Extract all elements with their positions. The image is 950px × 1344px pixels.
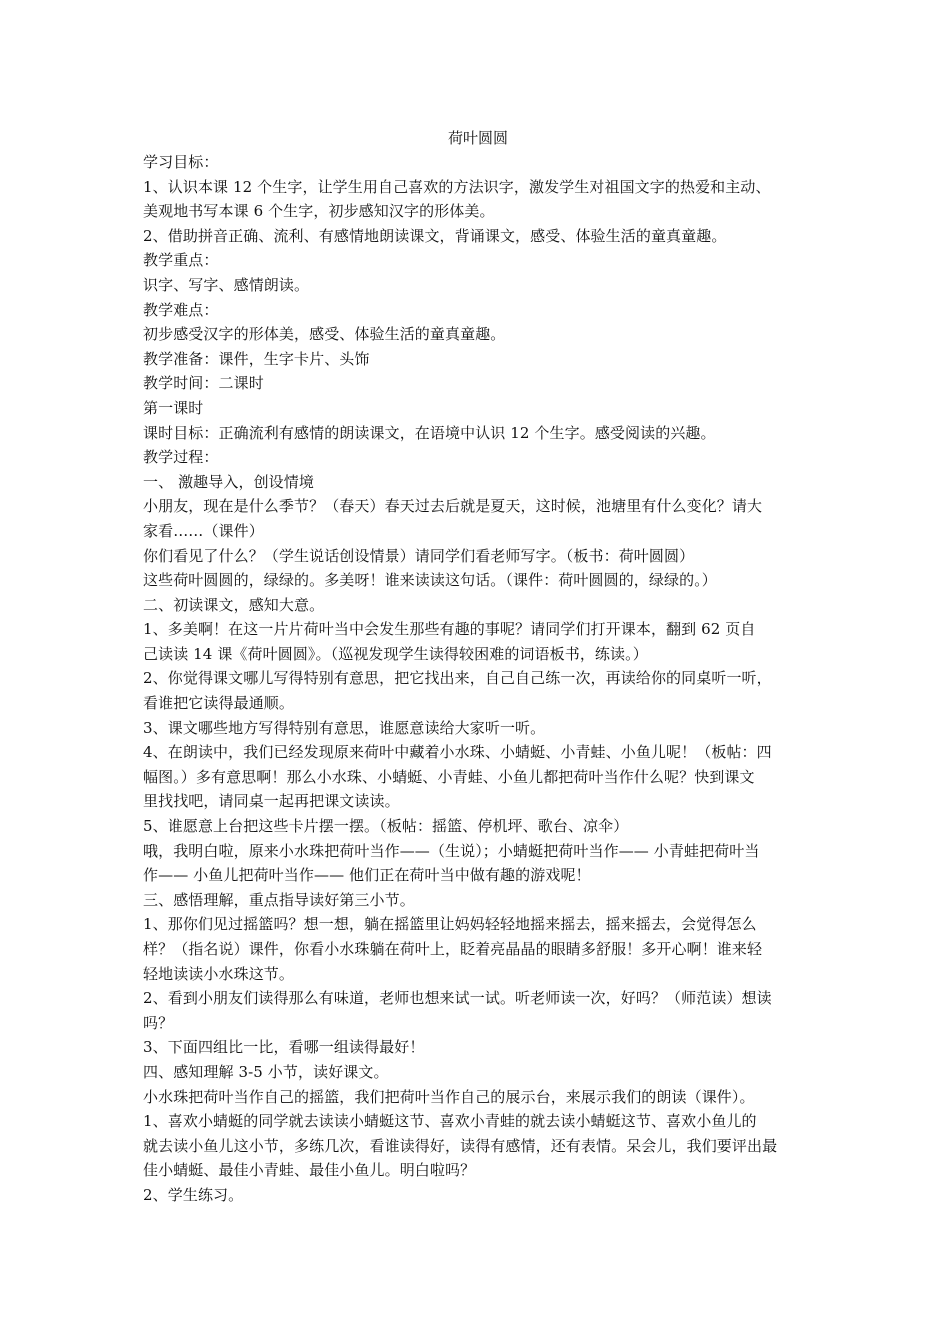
text-line: 教学准备：课件，生字卡片、头饰 [143,349,370,368]
text-line: 2、看到小朋友们读得那么有味道，老师也想来试一试。听老师读一次，好吗？（师范读）想读 [143,989,772,1008]
text-line: 轻地读读小水珠这节。 [143,964,295,983]
text-line: 1、认识本课 12 个生字，让学生用自己喜欢的方法识字，激发学生对祖国文字的热爱和主动、 [143,177,771,196]
text-line: 小水珠把荷叶当作自己的摇篮，我们把荷叶当作自己的展示台，来展示我们的朗读（课件）。 [143,1087,755,1106]
text-line: 家看……（课件） [143,521,264,540]
text-line: 三、感悟理解，重点指导读好第三小节。 [143,890,415,909]
text-line: 教学难点： [143,300,219,319]
text-line: 一、 激趣导入，创设情境 [143,472,314,491]
document-body [143,150,813,1208]
text-line: 识字、写字、感情朗读。 [143,275,310,294]
text-line: 看谁把它读得最通顺。 [143,694,295,713]
text-line: 5、谁愿意上台把这些卡片摆一摆。（板帖：摇篮、停机坪、歌台、凉伞） [143,817,629,836]
text-line: 样？（指名说）课件，你看小水珠躺在荷叶上，眨着亮晶晶的眼睛多舒服！多开心啊！谁来轻 [143,940,763,958]
text-line: 2、借助拼音正确、流利、有感情地朗读课文，背诵课文，感受、体验生活的童真童趣。 [143,226,727,245]
text-line: 3、课文哪些地方写得特别有意思，谁愿意读给大家听一听。 [143,718,546,737]
text-line: 二、初读课文，感知大意。 [143,595,325,614]
text-line: 吗？ [143,1013,174,1032]
text-line: 美观地书写本课 6 个生字，初步感知汉字的形体美。 [143,202,495,221]
document-title: 荷叶圆圆 [447,129,508,147]
text-line: 这些荷叶圆圆的，绿绿的。多美呀！谁来读读这句话。（课件：荷叶圆圆的，绿绿的。） [143,571,717,590]
text-line: 1、多美啊！在这一片片荷叶当中会发生那些有趣的事呢？请同学们打开课本，翻到 62 页自 [143,620,756,639]
text-line: 己读读 14 课《荷叶圆圆》。（巡视发现学生读得较困难的词语板书，练读。） [143,644,648,663]
text-line: 3、下面四组比一比，看哪一组读得最好！ [143,1038,425,1057]
text-line: 幅图。）多有意思啊！那么小水珠、小蜻蜓、小青蛙、小鱼儿都把荷叶当作什么呢？快到课文 [143,767,755,786]
text-line: 四、感知理解 3-5 小节，读好课文。 [143,1062,389,1081]
text-line: 就去读小鱼儿这小节，多练几次，看谁读得好，读得有感情，还有表情。呆会儿，我们要评出最 [143,1136,778,1155]
text-line: 哦，我明白啦，原来小水珠把荷叶当作——（生说）；小蜻蜓把荷叶当作—— 小青蛙把荷叶当 [143,841,760,860]
text-line: 佳小蜻蜓、最佳小青蛙、最佳小鱼儿。明白啦吗？ [143,1161,476,1180]
text-line: 1、那你们见过摇篮吗？想一想，躺在摇篮里让妈妈轻轻地摇来摇去，摇来摇去，会觉得怎么 [143,915,757,934]
text-line: 4、在朗读中，我们已经发现原来荷叶中藏着小水珠、小蜻蜓、小青蛙、小鱼儿呢！（板帖：四 [143,743,772,762]
text-line: 作—— 小鱼儿把荷叶当作—— 他们正在荷叶当中做有趣的游戏呢！ [143,866,591,885]
text-line: 学习目标： [143,153,219,171]
text-line: 教学时间：二课时 [143,374,264,393]
text-line: 2、学生练习。 [143,1185,244,1204]
text-line: 第一课时 [143,398,204,417]
text-line: 里找找吧，请同桌一起再把课文读读。 [143,792,400,811]
text-line: 1、喜欢小蜻蜓的同学就去读读小蜻蜓这节、喜欢小青蛙的就去读小蜻蜓这节、喜欢小鱼儿的 [143,1112,757,1131]
text-line: 2、你觉得课文哪儿写得特别有意思，把它找出来，自己自己练一次，再读给你的同桌听一听， [143,669,772,688]
text-line: 初步感受汉字的形体美，感受、体验生活的童真童趣。 [143,325,506,344]
text-line: 教学过程： [143,448,219,467]
document-page [143,126,813,1208]
text-line: 小朋友，现在是什么季节？（春天）春天过去后就是夏天，这时候，池塘里有什么变化？请大 [143,497,763,516]
text-line: 你们看见了什么？（学生说话创设情景）请同学们看老师写字。（板书：荷叶圆圆） [143,546,695,565]
text-line: 教学重点： [143,251,219,270]
text-line: 课时目标：正确流利有感情的朗读课文，在语境中认识 12 个生字。感受阅读的兴趣。 [143,423,716,442]
